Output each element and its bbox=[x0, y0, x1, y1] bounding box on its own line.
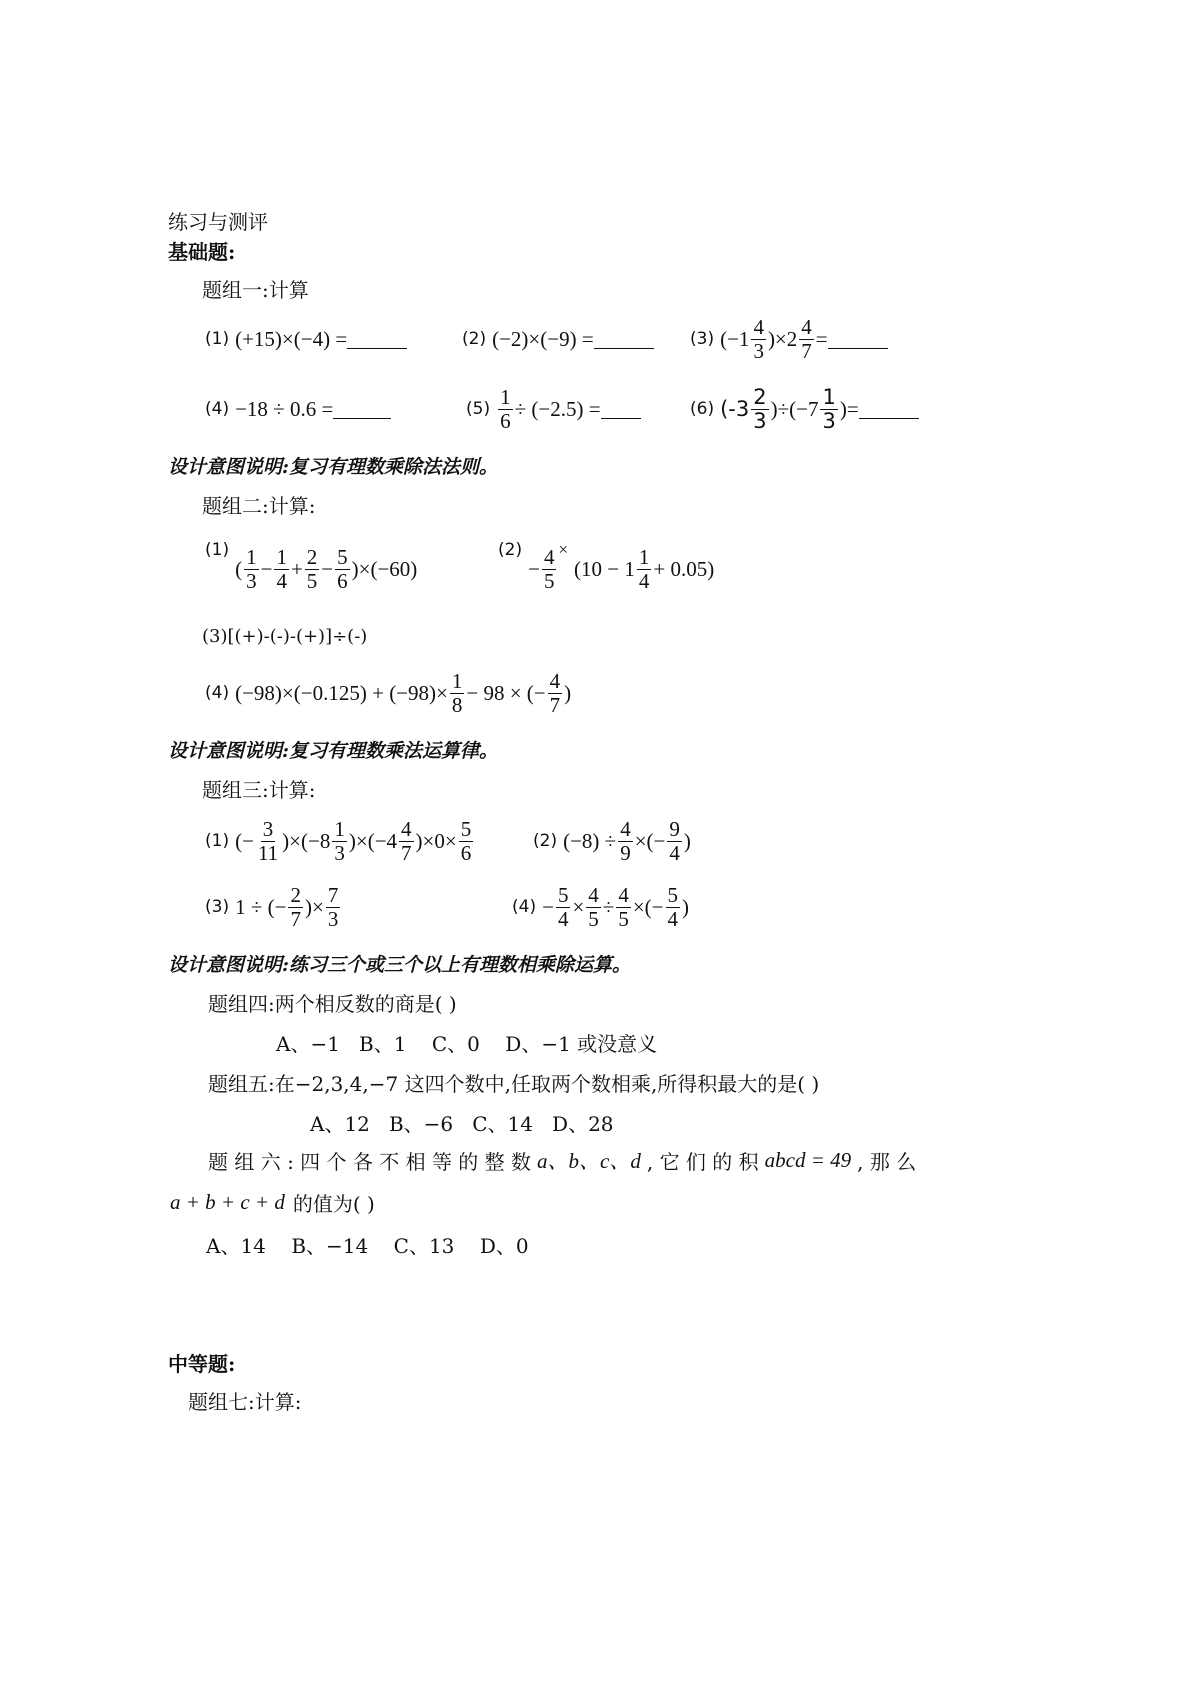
design-note-2: 设计意图说明:复习有理数乘法运算律。 bbox=[168, 740, 499, 762]
sum-expression: a + b + c + d bbox=[170, 1189, 285, 1214]
q-label: (2) bbox=[498, 540, 523, 560]
fraction: $\frac{4}{9}$ bbox=[620, 817, 631, 865]
group1-q5 bbox=[466, 380, 641, 438]
group2-q4 bbox=[205, 664, 571, 722]
expression: ÷ (−2.5) = bbox=[514, 396, 601, 421]
group7-heading: 题组七:计算: bbox=[188, 1390, 302, 1414]
group2-q1 bbox=[205, 540, 417, 598]
fraction: $\frac{5}{4}$ bbox=[557, 883, 569, 931]
group5-question: 题组五:在−2,3,4,−7 这四个数中,任取两个数相乘,所得积最大的是( ) bbox=[208, 1072, 820, 1096]
q-label: (4) bbox=[205, 683, 230, 703]
design-note-3: 设计意图说明:练习三个或三个以上有理数相乘除运算。 bbox=[168, 954, 632, 976]
fraction: $\frac{1}{6}$ bbox=[500, 385, 511, 433]
operator: ×(− bbox=[632, 894, 664, 919]
group1-heading: 题组一:计算 bbox=[202, 278, 309, 302]
operator: × bbox=[558, 540, 569, 559]
group2-q2 bbox=[498, 540, 714, 598]
expression: (-3 bbox=[720, 397, 750, 421]
fraction: $\frac{1}{8}$ bbox=[451, 669, 463, 717]
fraction: $\frac{4}{5}$ bbox=[588, 883, 599, 931]
expression: (−98)×(−0.125) + (−98)× bbox=[235, 680, 448, 705]
expression: ×(− bbox=[634, 828, 666, 853]
group1-q4 bbox=[205, 388, 391, 430]
expression: 1 ÷ (− bbox=[235, 894, 287, 919]
expression: −18 ÷ 0.6 = bbox=[235, 396, 334, 421]
q-label: (1) bbox=[205, 540, 230, 560]
q-label: (5) bbox=[466, 399, 491, 419]
expression: − 98 × (− bbox=[466, 680, 546, 705]
fraction: $\frac{7}{3}$ bbox=[327, 883, 339, 931]
fraction: $\frac{1}{4}$ bbox=[276, 545, 287, 593]
fraction: $\frac{1}{3}$ bbox=[334, 817, 345, 865]
group1-q6 bbox=[690, 380, 919, 438]
expression: )÷(−7 bbox=[770, 396, 819, 421]
operator: + bbox=[290, 556, 303, 581]
page-title: 练习与测评 bbox=[168, 210, 268, 234]
q-label: (3) bbox=[690, 329, 715, 349]
answer-blank bbox=[601, 400, 641, 419]
group1-q2 bbox=[462, 318, 654, 360]
q-label: (3) bbox=[205, 897, 230, 917]
answer-blank bbox=[347, 330, 407, 349]
group2-heading: 题组二:计算: bbox=[202, 494, 316, 518]
operator: − bbox=[321, 556, 334, 581]
fraction: $\frac{5}{6}$ bbox=[337, 545, 348, 593]
expression: (−2)×(−9) = bbox=[492, 326, 594, 351]
group3-q1 bbox=[205, 812, 475, 870]
q-label: (2) bbox=[462, 329, 487, 349]
group3-heading: 题组三:计算: bbox=[202, 778, 316, 802]
paren: (− bbox=[235, 828, 254, 853]
expression: (10 − 1 bbox=[574, 556, 635, 581]
expression: (−8) ÷ bbox=[563, 828, 617, 853]
fraction: $\frac{1}{4}$ bbox=[638, 545, 650, 593]
expression: + 0.05) bbox=[653, 556, 715, 581]
paren: ( bbox=[235, 556, 243, 581]
expression: )×(−4 bbox=[348, 828, 398, 853]
fraction: $\frac{3}{11}$ bbox=[257, 817, 279, 865]
q-label: (2) bbox=[533, 831, 558, 851]
question-text: , 它 们 的 积 bbox=[646, 1149, 759, 1174]
operator: − bbox=[528, 556, 540, 581]
fraction: $\frac{1}{3}$ bbox=[246, 545, 257, 593]
fraction: $\frac{4}{5}$ bbox=[618, 883, 629, 931]
group5-options: A、12 B、−6 C、14 D、28 bbox=[310, 1112, 614, 1136]
q-label: (1) bbox=[205, 329, 230, 349]
expression: ) bbox=[564, 680, 572, 705]
group4-question: 题组四:两个相反数的商是( ) bbox=[208, 992, 457, 1016]
design-note-1: 设计意图说明:复习有理数乘除法法则。 bbox=[168, 456, 499, 478]
answer-blank bbox=[859, 400, 919, 419]
expression: = bbox=[815, 326, 828, 351]
operator: − bbox=[260, 556, 273, 581]
question-text: 的值为( ) bbox=[292, 1191, 375, 1216]
variables: a、b、c、d bbox=[537, 1149, 641, 1173]
fraction: $\frac{5}{6}$ bbox=[460, 817, 472, 865]
group3-q4 bbox=[512, 878, 689, 936]
basic-heading: 基础题: bbox=[168, 240, 236, 264]
group2-q3: (3)[(+)-(-)-(+)]÷(-) bbox=[202, 626, 368, 647]
question-text: , 那 么 bbox=[857, 1149, 917, 1174]
fraction: $\frac{4}{5}$ bbox=[543, 545, 555, 593]
operator: ÷ bbox=[602, 894, 615, 919]
expression: )×2 bbox=[767, 326, 798, 351]
expression: )× bbox=[304, 894, 324, 919]
fraction: $\frac{4}{7}$ bbox=[401, 817, 412, 865]
answer-blank bbox=[333, 400, 391, 419]
paren: ) bbox=[682, 894, 689, 919]
fraction: $\frac{5}{4}$ bbox=[667, 883, 678, 931]
q-label: (4) bbox=[205, 399, 230, 419]
q-label: (1) bbox=[205, 831, 230, 851]
expression: )×0× bbox=[415, 828, 457, 853]
fraction: $\frac{2}{7}$ bbox=[290, 883, 301, 931]
expression: )×(−60) bbox=[351, 556, 418, 581]
fraction: $\frac{4}{3}$ bbox=[753, 315, 764, 363]
group1-q1 bbox=[205, 318, 407, 360]
question-text: 题 组 六 : 四 个 各 不 相 等 的 整 数 bbox=[208, 1149, 532, 1174]
group6-question-line2 bbox=[170, 1186, 375, 1218]
operator: − bbox=[542, 894, 554, 919]
group4-options: A、−1 B、1 C、0 D、−1 或没意义 bbox=[276, 1032, 658, 1056]
group3-q2 bbox=[533, 812, 691, 870]
product-equation: abcd = 49 bbox=[764, 1147, 852, 1172]
expression: ) bbox=[683, 828, 691, 853]
group6-question bbox=[208, 1144, 916, 1176]
expression: )= bbox=[839, 396, 859, 421]
group1-q3 bbox=[690, 310, 888, 368]
fraction: $\frac{1}{3}$ bbox=[822, 385, 836, 433]
answer-blank bbox=[594, 330, 654, 349]
fraction: $\frac{2}{3}$ bbox=[753, 385, 767, 433]
q-label: (4) bbox=[512, 897, 537, 917]
operator: × bbox=[572, 894, 585, 919]
fraction: $\frac{4}{7}$ bbox=[549, 669, 561, 717]
q-label: (6) bbox=[690, 399, 715, 419]
group6-options: A、14 B、−14 C、13 D、0 bbox=[206, 1234, 529, 1258]
fraction: $\frac{9}{4}$ bbox=[669, 817, 680, 865]
medium-heading: 中等题: bbox=[168, 1352, 236, 1376]
fraction: $\frac{2}{5}$ bbox=[306, 545, 318, 593]
fraction: $\frac{4}{7}$ bbox=[801, 315, 812, 363]
answer-blank bbox=[828, 330, 888, 349]
group3-q3 bbox=[205, 878, 342, 936]
expression: (−1 bbox=[720, 326, 750, 351]
expression: (+15)×(−4) = bbox=[235, 326, 348, 351]
expression: )×(−8 bbox=[282, 828, 331, 853]
